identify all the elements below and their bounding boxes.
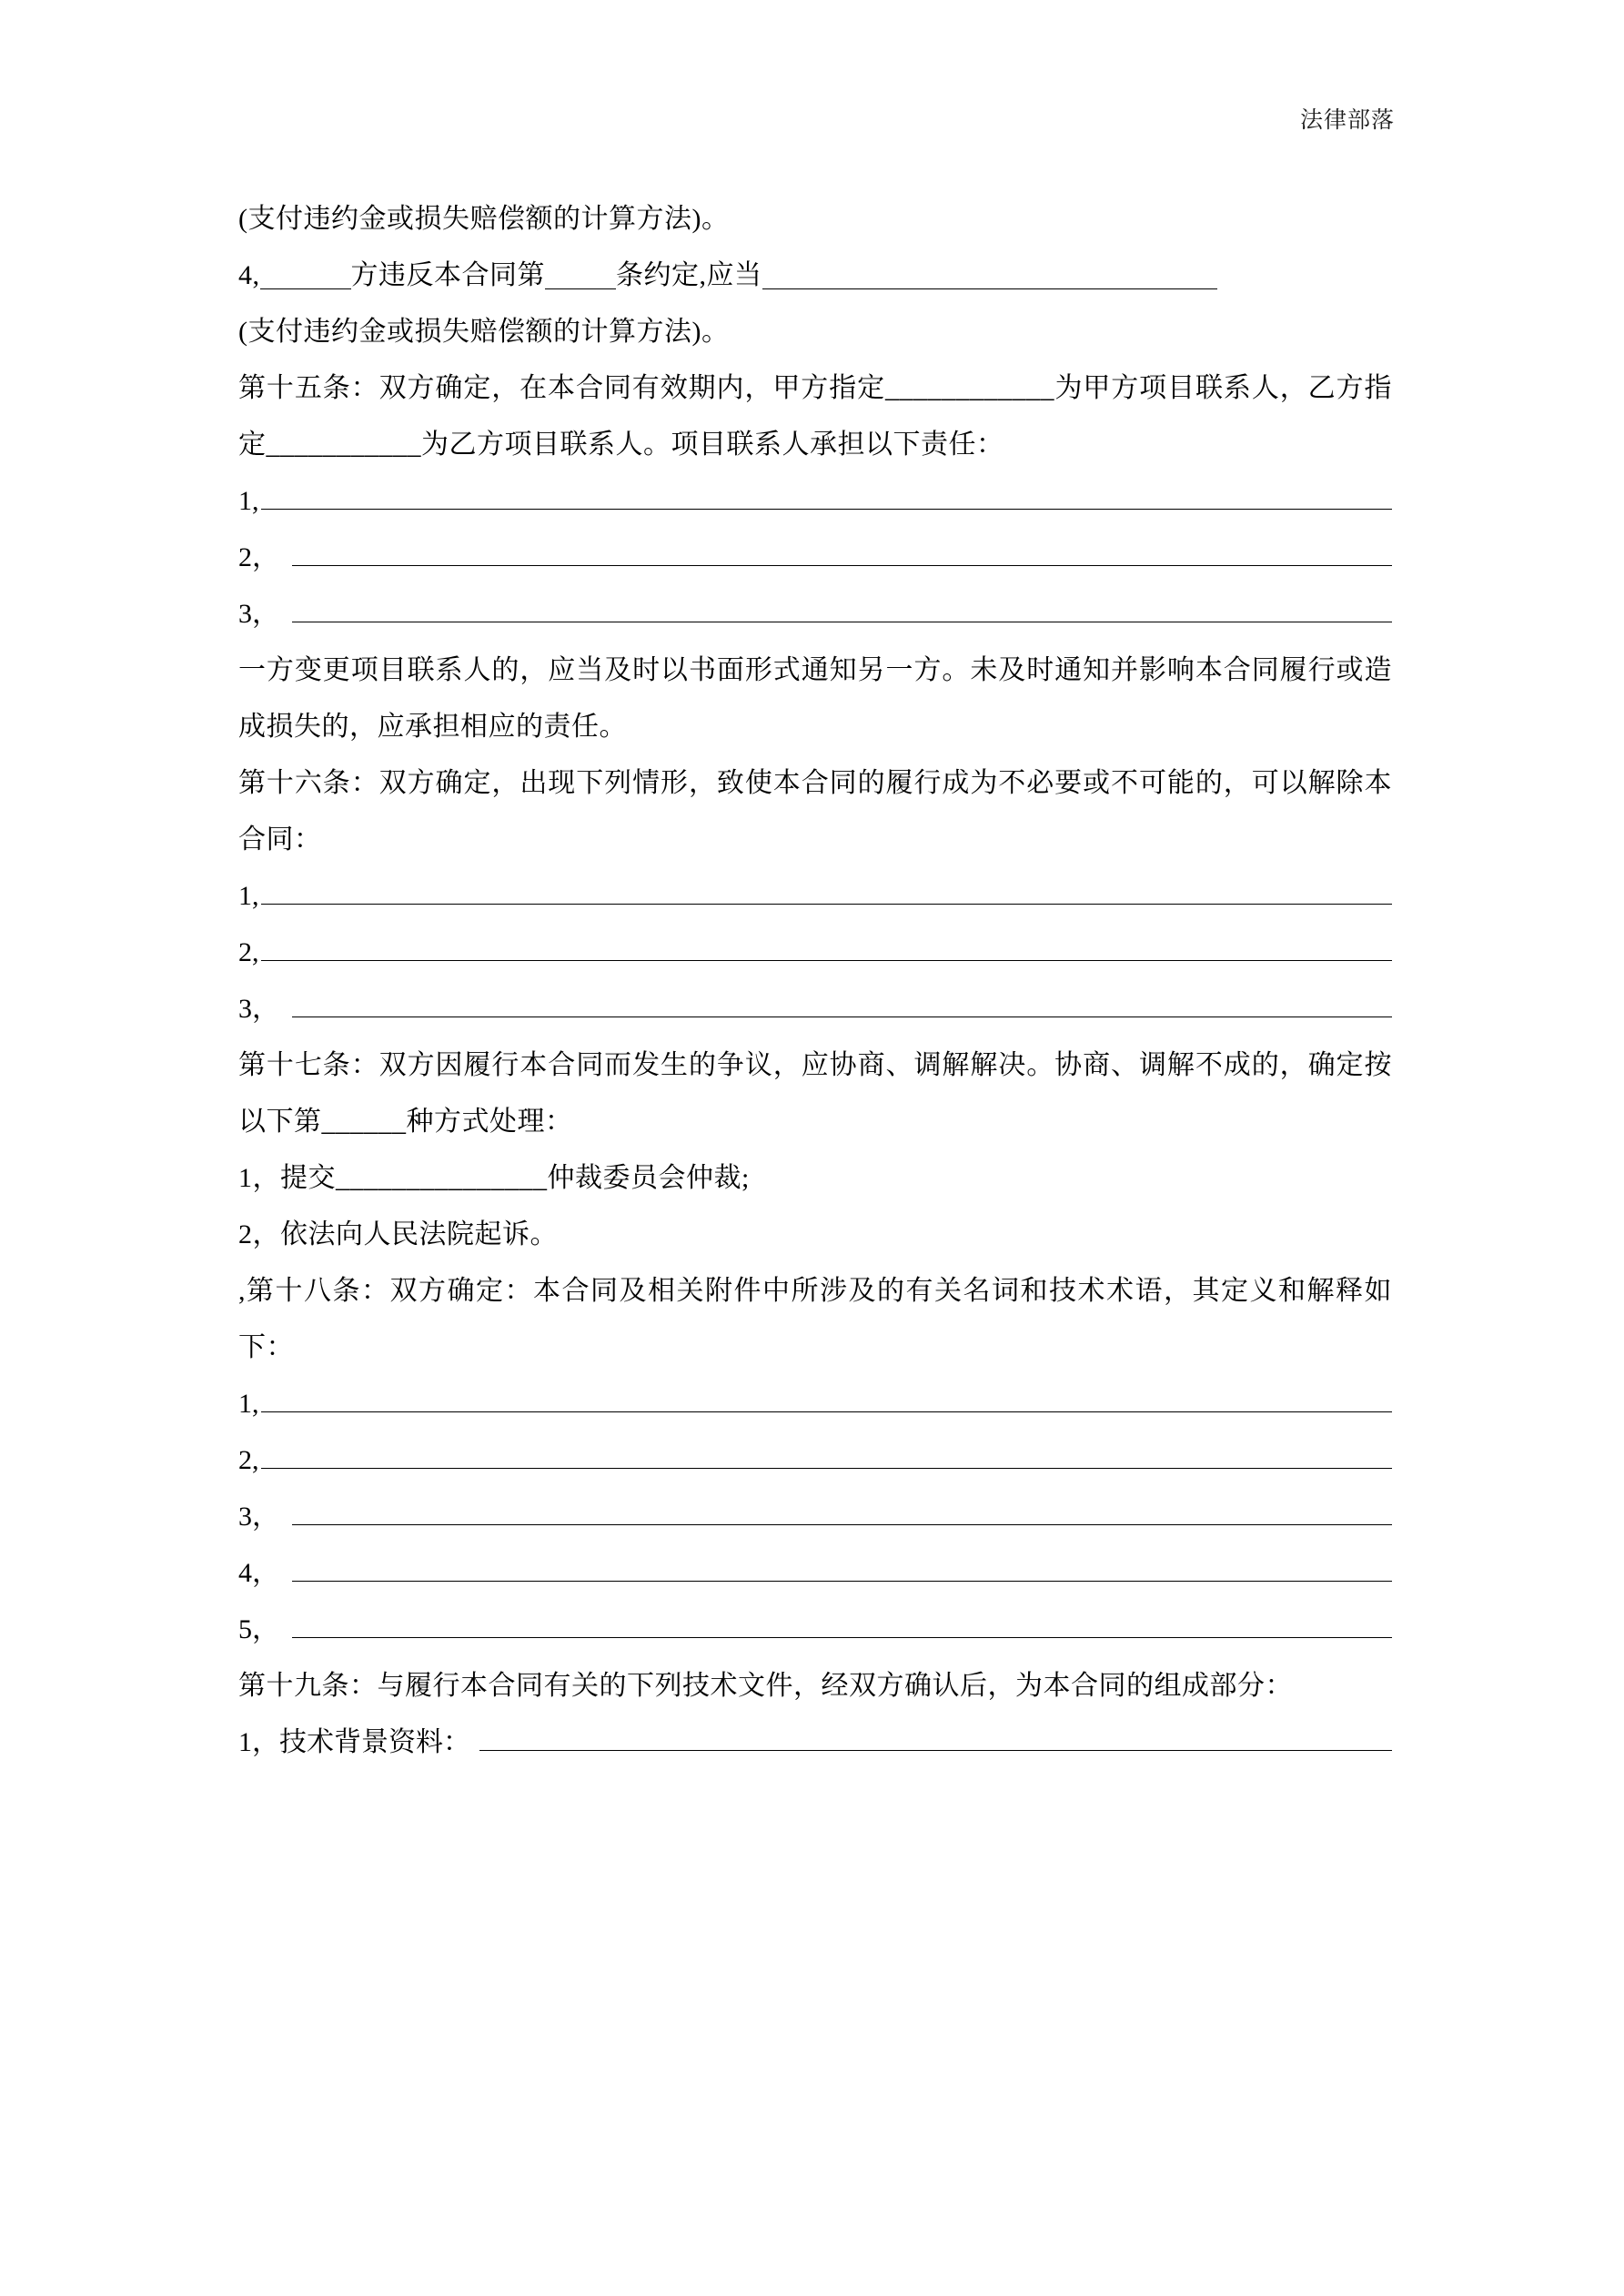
clause-18-item-5-number: 5，	[238, 1614, 279, 1644]
clause-15-item-3	[238, 586, 1392, 642]
clause-4-remedy-blank[interactable]	[762, 259, 1217, 289]
clause-15-item-3-blank[interactable]	[292, 591, 1392, 622]
clause-18-item-3-number: 3，	[238, 1502, 279, 1532]
clause-15-paragraph: 第十五条：双方确定，在本合同有效期内，甲方指定____________为甲方项目联系人，乙方指定___________为乙方项目联系人。项目联系人承担以下责任：	[238, 373, 1392, 460]
clause-15-item-1-blank[interactable]	[261, 478, 1393, 510]
clause-16-item-2	[238, 925, 1392, 981]
clause-15-change-contact-paragraph: 一方变更项目联系人的，应当及时以书面形式通知另一方。未及时通知并影响本合同履行或造成损失的，应承担相应的责任。	[238, 655, 1392, 742]
document-body	[238, 191, 1392, 1771]
clause-4-breach-fill	[238, 248, 1392, 304]
clause-4-article-blank[interactable]	[545, 259, 616, 289]
page-header-watermark: 法律部落	[1299, 107, 1395, 133]
clause-19-item-1	[238, 1714, 1392, 1771]
clause-16-item-1	[238, 868, 1392, 925]
clause-16-paragraph: 第十六条：双方确定，出现下列情形，致使本合同的履行成为不必要或不可能的，可以解除本合同：	[238, 768, 1392, 855]
clause-18-item-1-number: 1,	[238, 1389, 259, 1419]
clause-4-mid-2: 条约定,应当	[616, 260, 762, 290]
clause-17-option-2: 2，依法向人民法院起诉。	[238, 1219, 558, 1249]
clause-15-item-2	[238, 530, 1392, 586]
clause-4-prefix: 4,	[238, 260, 260, 290]
clause-15-item-2-number: 2，	[238, 542, 279, 572]
clause-18-item-1-blank[interactable]	[261, 1381, 1393, 1412]
clause-19-paragraph: 第十九条：与履行本合同有关的下列技术文件，经双方确认后，为本合同的组成部分：	[238, 1671, 1293, 1701]
clause-19-item-1-blank[interactable]	[479, 1719, 1392, 1751]
clause-18-item-3-blank[interactable]	[292, 1493, 1392, 1525]
clause-15-item-3-number: 3，	[238, 599, 279, 629]
clause-15-item-2-blank[interactable]	[292, 534, 1392, 566]
clause-16-item-2-number: 2,	[238, 937, 259, 967]
clause-17-option-1: 1，提交_______________仲裁委员会仲裁;	[238, 1163, 750, 1193]
clause-18-item-5	[238, 1602, 1392, 1658]
clause-18-paragraph: ,第十八条：双方确定：本合同及相关附件中所涉及的有关名词和技术术语，其定义和解释如下：	[238, 1276, 1392, 1362]
paragraph-penalty-note-1: (支付违约金或损失赔偿额的计算方法)。	[238, 204, 730, 234]
paragraph-penalty-note-2: (支付违约金或损失赔偿额的计算方法)。	[238, 317, 730, 347]
clause-18-item-4-blank[interactable]	[292, 1550, 1392, 1582]
clause-18-item-2-blank[interactable]	[261, 1437, 1393, 1469]
clause-18-item-2	[238, 1432, 1392, 1489]
clause-18-item-4	[238, 1545, 1392, 1602]
clause-16-item-3	[238, 981, 1392, 1037]
clause-16-item-1-blank[interactable]	[261, 873, 1393, 905]
clause-18-item-4-number: 4，	[238, 1558, 279, 1588]
clause-16-item-1-number: 1,	[238, 881, 259, 911]
clause-4-party-blank[interactable]	[260, 259, 351, 289]
clause-15-item-1	[238, 473, 1392, 530]
clause-15-item-1-number: 1,	[238, 486, 259, 516]
clause-18-item-2-number: 2,	[238, 1445, 259, 1475]
clause-16-item-3-blank[interactable]	[292, 986, 1392, 1017]
clause-18-item-1	[238, 1376, 1392, 1432]
clause-17-paragraph: 第十七条：双方因履行本合同而发生的争议，应协商、调解解决。协商、调解不成的，确定按以下第______种方式处理：	[238, 1050, 1392, 1137]
clause-18-item-5-blank[interactable]	[292, 1606, 1392, 1638]
clause-19-item-1-label: 1，技术背景资料：	[238, 1727, 470, 1757]
clause-4-mid-1: 方违反本合同第	[350, 260, 545, 290]
clause-16-item-3-number: 3，	[238, 994, 279, 1024]
clause-16-item-2-blank[interactable]	[261, 929, 1393, 961]
clause-18-item-3	[238, 1489, 1392, 1545]
